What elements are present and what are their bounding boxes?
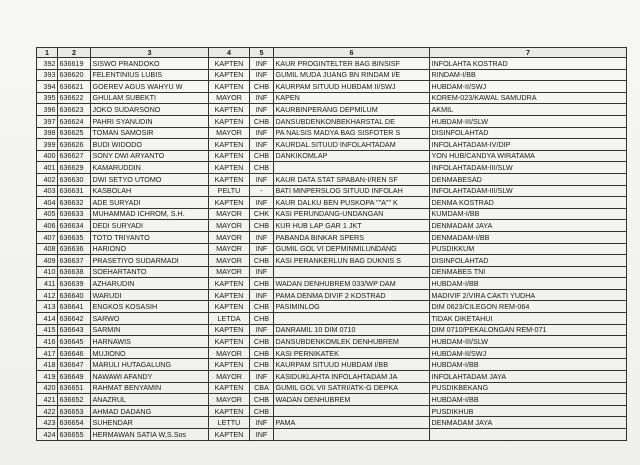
corps-cell: INF <box>250 173 274 185</box>
nrp-cell: 636630 <box>58 173 91 185</box>
unit-cell: INFOLAHTADAM-III/SLW <box>430 162 627 174</box>
corps-cell: INF <box>250 324 274 336</box>
position-cell: KAURPAM SITUUD HUBDAM I/BB <box>274 359 430 371</box>
corps-cell: CHB <box>250 394 274 406</box>
unit-cell: PUSDIKKUM <box>430 243 627 255</box>
position-cell: WADAN DENHUBREM <box>274 394 430 406</box>
rank-cell: KAPTEN <box>209 139 250 151</box>
corps-cell: INF <box>250 58 274 70</box>
nrp-cell: 636623 <box>58 104 91 116</box>
table-row <box>37 289 627 301</box>
unit-cell: PUSDIKBEKANG <box>430 382 627 394</box>
unit-cell: TIDAK DIKETAHUI <box>430 313 627 325</box>
position-cell <box>274 313 430 325</box>
name-cell: ADE SURYADI <box>91 197 209 209</box>
personnel-roster-table <box>36 47 627 441</box>
corps-cell: - <box>250 185 274 197</box>
rank-cell: MAYOR <box>209 231 250 243</box>
table-row <box>37 115 627 127</box>
position-cell: PA NALSIS MADYA BAG SISFOTER S <box>274 127 430 139</box>
rank-cell: MAYOR <box>209 255 250 267</box>
row-number-cell: 399 <box>37 139 58 151</box>
table-row <box>37 243 627 255</box>
table-row <box>37 58 627 70</box>
name-cell: ENGKOS KOSASIH <box>91 301 209 313</box>
name-cell: SARWO <box>91 313 209 325</box>
table-row <box>37 359 627 371</box>
rank-cell: KAPTEN <box>209 336 250 348</box>
table-row <box>37 197 627 209</box>
rank-cell: MAYOR <box>209 92 250 104</box>
name-cell: KASBOLAH <box>91 185 209 197</box>
unit-cell: DENMABES TNI <box>430 266 627 278</box>
position-cell: GUMIL GOL VI DEPMINMILUNDANG <box>274 243 430 255</box>
rank-cell: KAPTEN <box>209 104 250 116</box>
corps-cell: CHB <box>250 220 274 232</box>
table-row <box>37 208 627 220</box>
rank-cell: KAPTEN <box>209 301 250 313</box>
row-number-cell: 413 <box>37 301 58 313</box>
nrp-cell: 636647 <box>58 359 91 371</box>
row-number-cell: 418 <box>37 359 58 371</box>
name-cell: TOTO TRIYANTO <box>91 231 209 243</box>
rank-cell: KAPTEN <box>209 150 250 162</box>
unit-cell: RINDAM-I/BB <box>430 69 627 81</box>
table-row <box>37 394 627 406</box>
nrp-cell: 636622 <box>58 92 91 104</box>
unit-cell: INFOLAHTADAM JAYA <box>430 371 627 383</box>
unit-cell: AKMIL <box>430 104 627 116</box>
position-cell: DANSUBDENKOMLEK DENHUBREM <box>274 336 430 348</box>
column-header: 2 <box>58 48 91 58</box>
nrp-cell: 636625 <box>58 127 91 139</box>
table-row <box>37 255 627 267</box>
rank-cell: KAPTEN <box>209 173 250 185</box>
rank-cell: KAPTEN <box>209 289 250 301</box>
row-number-cell: 415 <box>37 324 58 336</box>
unit-cell: KOREM-023/KAWAL SAMUDRA <box>430 92 627 104</box>
rank-cell: MAYOR <box>209 266 250 278</box>
row-number-cell: 424 <box>37 429 58 441</box>
unit-cell: INFOLAHTADAM-IV/DIP <box>430 139 627 151</box>
rank-cell: KAPTEN <box>209 162 250 174</box>
nrp-cell: 636645 <box>58 336 91 348</box>
unit-cell: HUBDAM-III/SLW <box>430 115 627 127</box>
nrp-cell: 636634 <box>58 220 91 232</box>
row-number-cell: 419 <box>37 371 58 383</box>
corps-cell: INF <box>250 231 274 243</box>
corps-cell: INF <box>250 127 274 139</box>
row-number-cell: 412 <box>37 289 58 301</box>
position-cell: GUMIL MUDA JUANG BN RINDAM I/E <box>274 69 430 81</box>
nrp-cell: 636643 <box>58 324 91 336</box>
unit-cell: HUBDAM-I/BB <box>430 359 627 371</box>
position-cell <box>274 405 430 417</box>
unit-cell: DENMADAM-I/BB <box>430 231 627 243</box>
row-number-cell: 397 <box>37 115 58 127</box>
name-cell: GHULAM SUBEKTI <box>91 92 209 104</box>
nrp-cell: 636621 <box>58 81 91 93</box>
name-cell: ANAZRUL <box>91 394 209 406</box>
position-cell: KAUR DATA STAT SPABAN-I/REN SF <box>274 173 430 185</box>
rank-cell: KAPTEN <box>209 115 250 127</box>
position-cell <box>274 266 430 278</box>
name-cell: FELENTINIUS LUBIS <box>91 69 209 81</box>
table-row <box>37 417 627 429</box>
row-number-cell: 422 <box>37 405 58 417</box>
corps-cell: CHK <box>250 208 274 220</box>
row-number-cell: 416 <box>37 336 58 348</box>
name-cell: HARNAWIS <box>91 336 209 348</box>
row-number-cell: 411 <box>37 278 58 290</box>
row-number-cell: 409 <box>37 255 58 267</box>
corps-cell: INF <box>250 69 274 81</box>
rank-cell: KAPTEN <box>209 278 250 290</box>
rank-cell: MAYOR <box>209 394 250 406</box>
corps-cell: CHB <box>250 255 274 267</box>
position-cell: GUMIL GOL VII SATRI/ATK-G DEPKA <box>274 382 430 394</box>
name-cell: AHMAD DADANG <box>91 405 209 417</box>
corps-cell: INF <box>250 104 274 116</box>
name-cell: NAWAWI AFANDY <box>91 371 209 383</box>
row-number-cell: 400 <box>37 150 58 162</box>
nrp-cell: 636646 <box>58 347 91 359</box>
position-cell: KAURBINPERANG DEPMILUM <box>274 104 430 116</box>
rank-cell: MAYOR <box>209 208 250 220</box>
name-cell: MUHAMMAD ICHROM, S.H. <box>91 208 209 220</box>
position-cell: KASIDUKLAHTA INFOLAHTADAM JA <box>274 371 430 383</box>
row-number-cell: 403 <box>37 185 58 197</box>
name-cell: JOKO SUDARSONO <box>91 104 209 116</box>
nrp-cell: 636626 <box>58 139 91 151</box>
row-number-cell: 396 <box>37 104 58 116</box>
row-number-cell: 408 <box>37 243 58 255</box>
unit-cell: DISINFOLAHTAD <box>430 127 627 139</box>
rank-cell: PELTU <box>209 185 250 197</box>
rank-cell: KAPTEN <box>209 58 250 70</box>
nrp-cell: 636639 <box>58 278 91 290</box>
column-header: 7 <box>430 48 627 58</box>
name-cell: AZHARUDIN <box>91 278 209 290</box>
name-cell: SONY DWI ARYANTO <box>91 150 209 162</box>
unit-cell: DIM 0623/CILEGON REM-064 <box>430 301 627 313</box>
position-cell: KASI PERNIKATEK <box>274 347 430 359</box>
row-number-cell: 395 <box>37 92 58 104</box>
corps-cell: INF <box>250 197 274 209</box>
nrp-cell: 636637 <box>58 255 91 267</box>
rank-cell: MAYOR <box>209 220 250 232</box>
name-cell: SUHENDAR <box>91 417 209 429</box>
unit-cell: DENMABESAD <box>430 173 627 185</box>
unit-cell: DISINFOLAHTAD <box>430 255 627 267</box>
corps-cell: CBA <box>250 382 274 394</box>
unit-cell: INFOLAHTA KOSTRAD <box>430 58 627 70</box>
position-cell: DANKIKOMLAP <box>274 150 430 162</box>
row-number-cell: 423 <box>37 417 58 429</box>
nrp-cell: 636655 <box>58 429 91 441</box>
position-cell: PAMA DENMA DIVIF 2 KOSTRAD <box>274 289 430 301</box>
name-cell: MUJIONO <box>91 347 209 359</box>
position-cell: DANSUBDENKONBEKHARSTAL DE <box>274 115 430 127</box>
row-number-cell: 392 <box>37 58 58 70</box>
position-cell <box>274 162 430 174</box>
name-cell: KAMARUDDIN <box>91 162 209 174</box>
name-cell: GOEREV AGUS WAHYU W <box>91 81 209 93</box>
row-number-cell: 404 <box>37 197 58 209</box>
rank-cell: KAPTEN <box>209 324 250 336</box>
name-cell: RAHMAT BENYAMIN <box>91 382 209 394</box>
rank-cell: KAPTEN <box>209 382 250 394</box>
table-row <box>37 371 627 383</box>
corps-cell: CHB <box>250 336 274 348</box>
corps-cell: CHB <box>250 162 274 174</box>
name-cell: SARMIN <box>91 324 209 336</box>
position-cell: KUR HUB LAP GAR 1 JKT <box>274 220 430 232</box>
nrp-cell: 636641 <box>58 301 91 313</box>
column-header: 6 <box>274 48 430 58</box>
name-cell: DEDI SURYADI <box>91 220 209 232</box>
corps-cell: INF <box>250 92 274 104</box>
rank-cell: KAPTEN <box>209 197 250 209</box>
rank-cell: KAPTEN <box>209 359 250 371</box>
rank-cell: KAPTEN <box>209 429 250 441</box>
corps-cell: CHB <box>250 405 274 417</box>
corps-cell: INF <box>250 429 274 441</box>
nrp-cell: 636651 <box>58 382 91 394</box>
table-row <box>37 278 627 290</box>
row-number-cell: 393 <box>37 69 58 81</box>
corps-cell: CHB <box>250 278 274 290</box>
nrp-cell: 636620 <box>58 69 91 81</box>
position-cell: KAURPAM SITUUD HUBDAM II/SWJ <box>274 81 430 93</box>
unit-cell: DENMA KOSTRAD <box>430 197 627 209</box>
unit-cell: HUBDAM-III/SLW <box>430 336 627 348</box>
unit-cell: DENMADAM JAYA <box>430 417 627 429</box>
column-header: 1 <box>37 48 58 58</box>
table-row <box>37 150 627 162</box>
position-cell: KASI PERUNDANG-UNDANGAN <box>274 208 430 220</box>
row-number-cell: 402 <box>37 173 58 185</box>
row-number-cell: 407 <box>37 231 58 243</box>
table-row <box>37 405 627 417</box>
corps-cell: CHB <box>250 81 274 93</box>
name-cell: HARIONO <box>91 243 209 255</box>
position-cell: DANRAMIL 10 DIM 0710 <box>274 324 430 336</box>
nrp-cell: 636638 <box>58 266 91 278</box>
position-cell: KAUR PROGINTELTER BAG BINSISF <box>274 58 430 70</box>
table-row <box>37 336 627 348</box>
corps-cell: CHB <box>250 301 274 313</box>
unit-cell <box>430 429 627 441</box>
unit-cell: HUBDAM-II/SWJ <box>430 81 627 93</box>
row-number-cell: 405 <box>37 208 58 220</box>
table-row <box>37 313 627 325</box>
nrp-cell: 636627 <box>58 150 91 162</box>
nrp-cell: 636631 <box>58 185 91 197</box>
name-cell: WARUDI <box>91 289 209 301</box>
row-number-cell: 414 <box>37 313 58 325</box>
nrp-cell: 636653 <box>58 405 91 417</box>
corps-cell: INF <box>250 243 274 255</box>
unit-cell: HUBDAM-I/BB <box>430 278 627 290</box>
nrp-cell: 636654 <box>58 417 91 429</box>
unit-cell: HUBDAM-II/SWJ <box>430 347 627 359</box>
nrp-cell: 636624 <box>58 115 91 127</box>
nrp-cell: 636619 <box>58 58 91 70</box>
row-number-cell: 398 <box>37 127 58 139</box>
rank-cell: MAYOR <box>209 243 250 255</box>
table-row <box>37 429 627 441</box>
rank-cell: KAPTEN <box>209 81 250 93</box>
table-row <box>37 382 627 394</box>
row-number-cell: 417 <box>37 347 58 359</box>
rank-cell: LETDA <box>209 313 250 325</box>
nrp-cell: 636652 <box>58 394 91 406</box>
table-row <box>37 104 627 116</box>
corps-cell: INF <box>250 289 274 301</box>
position-cell <box>274 429 430 441</box>
unit-cell: INFOLAHTADAM-III/SLW <box>430 185 627 197</box>
unit-cell: MADIVIF 2/VIRA CAKTI YUDHA <box>430 289 627 301</box>
nrp-cell: 636649 <box>58 371 91 383</box>
name-cell: SISWO PRANDOKO <box>91 58 209 70</box>
name-cell: TOMAN SAMOSIR <box>91 127 209 139</box>
rank-cell: MAYOR <box>209 347 250 359</box>
table-row <box>37 162 627 174</box>
unit-cell: HUBDAM-I/BB <box>430 394 627 406</box>
corps-cell: CHB <box>250 313 274 325</box>
table-row <box>37 127 627 139</box>
position-cell: KASI PERANKERLUN BAG DUKNIS S <box>274 255 430 267</box>
position-cell: PABANDA BINKAR SPERS <box>274 231 430 243</box>
nrp-cell: 636635 <box>58 231 91 243</box>
nrp-cell: 636632 <box>58 197 91 209</box>
rank-cell: KAPTEN <box>209 69 250 81</box>
name-cell: SOEHARTANTO <box>91 266 209 278</box>
corps-cell: CHB <box>250 115 274 127</box>
table-row <box>37 301 627 313</box>
row-number-cell: 394 <box>37 81 58 93</box>
row-number-cell: 421 <box>37 394 58 406</box>
corps-cell: INF <box>250 371 274 383</box>
column-header: 3 <box>91 48 209 58</box>
table-row <box>37 81 627 93</box>
position-cell: PAMA <box>274 417 430 429</box>
name-cell: DWI SETYO UTOMO <box>91 173 209 185</box>
nrp-cell: 636636 <box>58 243 91 255</box>
table-row <box>37 69 627 81</box>
position-cell: BATI MINPERSLOG SITUUD INFOLAH <box>274 185 430 197</box>
table-row <box>37 92 627 104</box>
row-number-cell: 401 <box>37 162 58 174</box>
table-row <box>37 266 627 278</box>
rank-cell: LETTU <box>209 417 250 429</box>
table-row <box>37 220 627 232</box>
rank-cell: KAPTEN <box>209 405 250 417</box>
position-cell: WADAN DENHUBREM 033/WP DAM <box>274 278 430 290</box>
position-cell: KAUR DALKU BEN PUSKOPA ""A"" K <box>274 197 430 209</box>
name-cell: HERMAWAN SATIA W,S.Sos <box>91 429 209 441</box>
row-number-cell: 406 <box>37 220 58 232</box>
corps-cell: CHB <box>250 347 274 359</box>
position-cell: KAURDAL SITUUD INFOLAHTADAM <box>274 139 430 151</box>
roster-body <box>37 58 627 441</box>
table-row <box>37 324 627 336</box>
row-number-cell: 420 <box>37 382 58 394</box>
unit-cell: DENMADAM JAYA <box>430 220 627 232</box>
unit-cell: PUSDIKHUB <box>430 405 627 417</box>
corps-cell: CHB <box>250 150 274 162</box>
nrp-cell: 636633 <box>58 208 91 220</box>
table-row <box>37 347 627 359</box>
position-cell: KAPEN <box>274 92 430 104</box>
unit-cell: YON HUB/CANDYA WIRATAMA <box>430 150 627 162</box>
corps-cell: INF <box>250 139 274 151</box>
position-cell: PASIMINLOG <box>274 301 430 313</box>
corps-cell: INF <box>250 417 274 429</box>
corps-cell: INF <box>250 266 274 278</box>
rank-cell: MAYOR <box>209 371 250 383</box>
table-row <box>37 185 627 197</box>
nrp-cell: 636640 <box>58 289 91 301</box>
table-row <box>37 173 627 185</box>
header-row <box>37 48 627 58</box>
unit-cell: KUMDAM-I/BB <box>430 208 627 220</box>
table-row <box>37 139 627 151</box>
name-cell: PAHRI SYANUDIN <box>91 115 209 127</box>
unit-cell: DIM 0710/PEKALONGAN REM-071 <box>430 324 627 336</box>
name-cell: BUDI WIDODO <box>91 139 209 151</box>
nrp-cell: 636642 <box>58 313 91 325</box>
rank-cell: MAYOR <box>209 127 250 139</box>
table-row <box>37 231 627 243</box>
nrp-cell: 636629 <box>58 162 91 174</box>
name-cell: MARULI HUTAGALUNG <box>91 359 209 371</box>
column-header: 4 <box>209 48 250 58</box>
row-number-cell: 410 <box>37 266 58 278</box>
name-cell: PRASETIYO SUDARMADI <box>91 255 209 267</box>
corps-cell: CHB <box>250 359 274 371</box>
column-header: 5 <box>250 48 274 58</box>
